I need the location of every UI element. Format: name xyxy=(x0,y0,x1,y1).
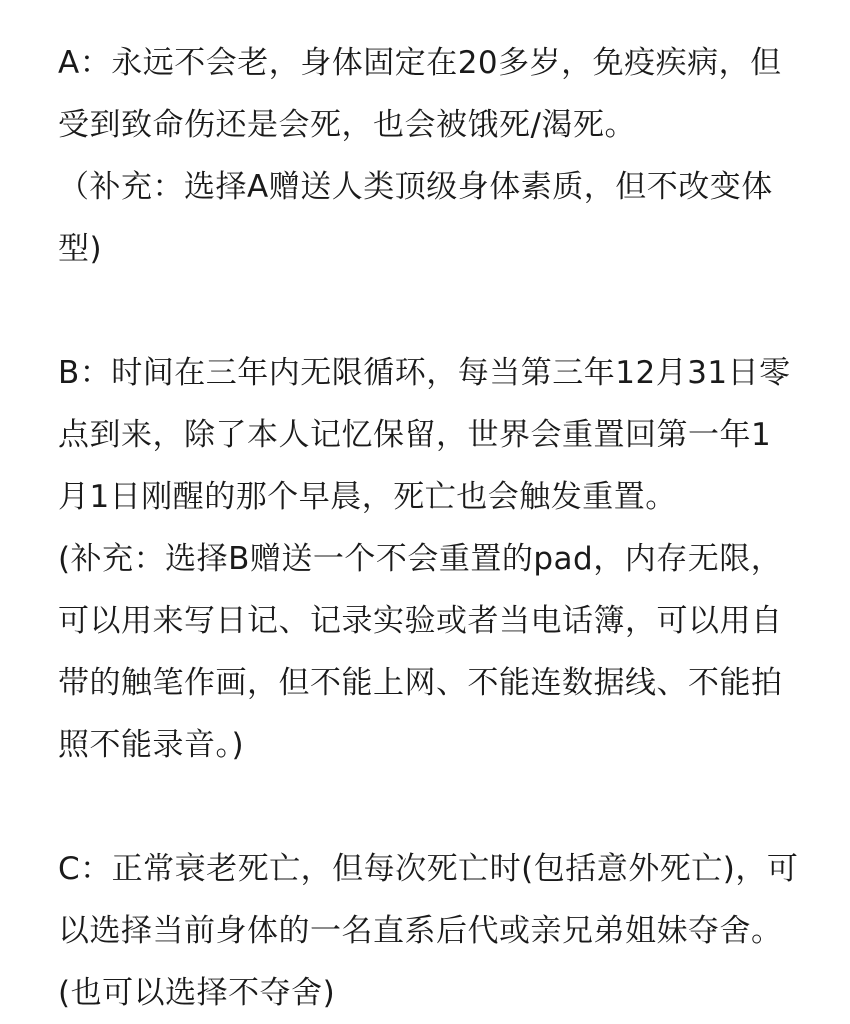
option-c-line-1: C：正常衰老死亡，但每次死亡时(包括意外死亡)，可 xyxy=(58,851,799,887)
option-c xyxy=(58,838,818,1024)
option-a-line-1: A：永远不会老，身体固定在20多岁，免疫疾病，但 xyxy=(58,45,782,81)
option-b-supplement-line-4: 照不能录音。) xyxy=(58,727,245,763)
option-b-supplement-line-1: (补充：选择B赠送一个不会重置的pad，内存无限， xyxy=(58,541,783,577)
option-b xyxy=(58,342,818,776)
option-b-line-3: 月1日刚醒的那个早晨，死亡也会触发重置。 xyxy=(58,479,677,515)
option-b-line-1: B：时间在三年内无限循环，每当第三年12月31日零 xyxy=(58,355,791,391)
option-a-supplement-line-2: 型) xyxy=(58,231,103,267)
option-a xyxy=(58,32,818,280)
paragraph-gap xyxy=(58,776,818,838)
option-b-supplement-line-2: 可以用来写日记、记录实验或者当电话簿，可以用自 xyxy=(58,603,783,639)
option-a-line-2: 受到致命伤还是会死，也会被饿死/渴死。 xyxy=(58,107,636,143)
option-c-supplement-line-1: (也可以选择不夺舍) xyxy=(58,975,336,1011)
option-a-supplement-line-1: （补充：选择A赠送人类顶级身体素质，但不改变体 xyxy=(58,169,773,205)
option-c-line-2: 以选择当前身体的一名直系后代或亲兄弟姐妹夺舍。 xyxy=(58,913,783,949)
document-body xyxy=(58,32,818,1024)
option-b-line-2: 点到来，除了本人记忆保留，世界会重置回第一年1 xyxy=(58,417,772,453)
option-b-supplement-line-3: 带的触笔作画，但不能上网、不能连数据线、不能拍 xyxy=(58,665,783,701)
paragraph-gap xyxy=(58,280,818,342)
